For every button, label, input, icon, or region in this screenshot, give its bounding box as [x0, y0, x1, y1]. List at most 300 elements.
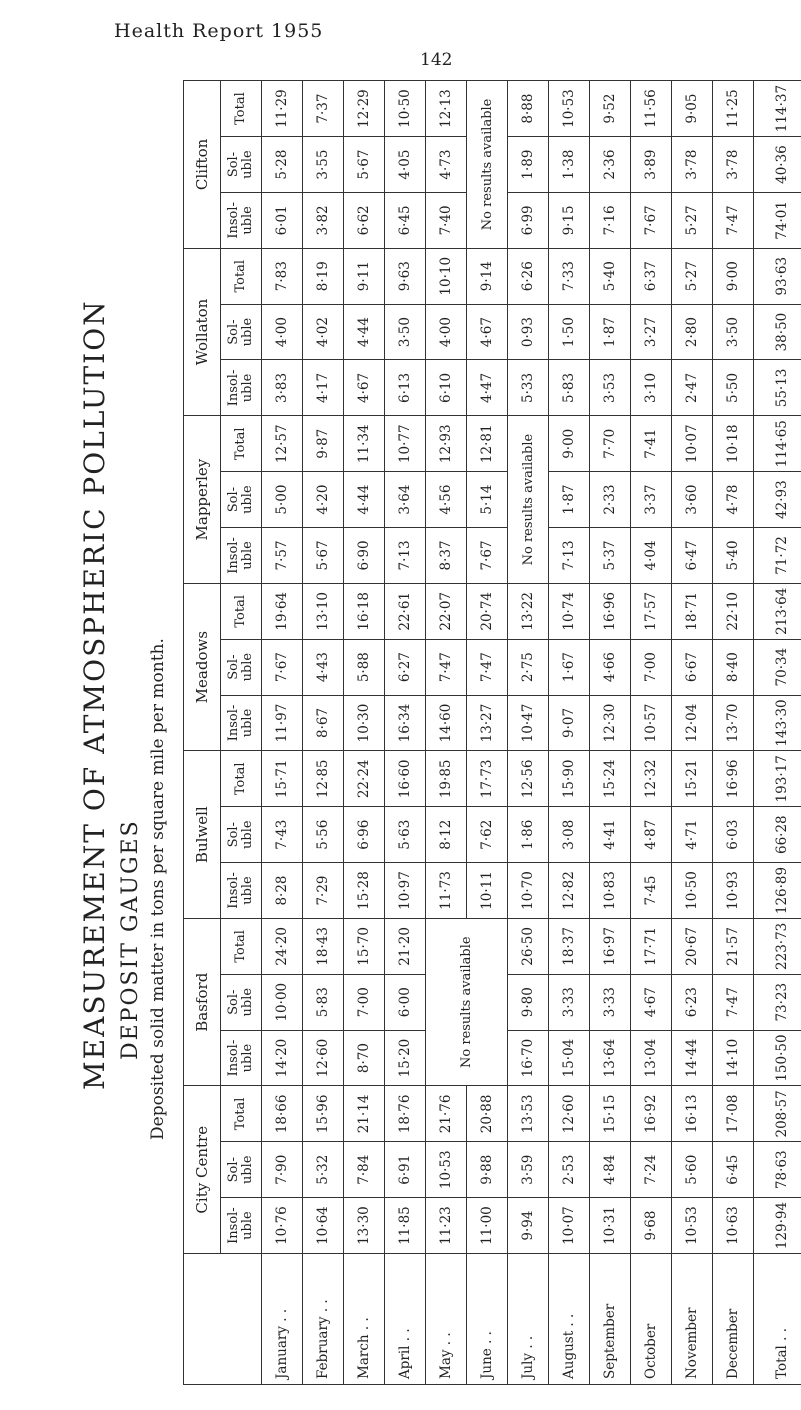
cell-meadows-soluble: 6·27 — [385, 639, 426, 695]
cell-wollaton-soluble: 4·00 — [262, 304, 303, 360]
column-header-total: Total — [221, 918, 262, 974]
cell-clifton-insoluble: 7·40 — [426, 192, 467, 248]
cell-basford-total: 15·70 — [344, 918, 385, 974]
cell-wollaton-soluble: 4·02 — [303, 304, 344, 360]
column-header-total: Total — [221, 1086, 262, 1142]
cell-bulwell-total: 15·71 — [262, 751, 303, 807]
cell-basford-insoluble: 14·20 — [262, 1030, 303, 1086]
cell-wollaton-total: 5·40 — [590, 248, 631, 304]
cell-meadows-insoluble: 10·57 — [631, 695, 672, 751]
cell-mapperley-soluble: 3·64 — [385, 472, 426, 528]
cell-clifton-insoluble: 6·99 — [508, 192, 549, 248]
table-row — [508, 81, 549, 1385]
cell-bulwell-soluble: 6·96 — [344, 807, 385, 863]
cell-clifton-soluble: 3·78 — [672, 137, 713, 193]
cell-basford-soluble: 3·33 — [549, 974, 590, 1030]
cell-mapperley-soluble: 3·37 — [631, 472, 672, 528]
column-header-insoluble: Insol- uble — [221, 695, 262, 751]
cell-basford-soluble: 7·00 — [344, 974, 385, 1030]
table-title: MEASUREMENT OF ATMOSPHERIC POLLUTION — [78, 299, 111, 1090]
cell-bulwell-soluble: 6·03 — [713, 807, 754, 863]
table-row — [713, 81, 754, 1385]
table-subtitle: DEPOSIT GAUGES — [118, 819, 143, 1060]
total-cell-clifton-total: 114·37 — [754, 81, 801, 137]
cell-mapperley-total: 10·18 — [713, 416, 754, 472]
cell-city-centre-insoluble: 10·07 — [549, 1198, 590, 1254]
month-label: October — [631, 1254, 672, 1385]
cell-bulwell-soluble: 4·41 — [590, 807, 631, 863]
cell-meadows-total: 22·07 — [426, 583, 467, 639]
cell-wollaton-soluble: 0·93 — [508, 304, 549, 360]
cell-meadows-insoluble: 8·67 — [303, 695, 344, 751]
cell-meadows-total: 16·18 — [344, 583, 385, 639]
cell-wollaton-total: 5·27 — [672, 248, 713, 304]
cell-bulwell-total: 19·85 — [426, 751, 467, 807]
cell-wollaton-total: 9·63 — [385, 248, 426, 304]
cell-city-centre-total: 18·66 — [262, 1086, 303, 1142]
cell-city-centre-soluble: 3·59 — [508, 1142, 549, 1198]
total-cell-bulwell-total: 193·17 — [754, 751, 801, 807]
cell-wollaton-insoluble: 6·13 — [385, 360, 426, 416]
cell-city-centre-total: 16·13 — [672, 1086, 713, 1142]
cell-mapperley-insoluble: 7·13 — [549, 528, 590, 584]
cell-city-centre-insoluble: 10·53 — [672, 1198, 713, 1254]
running-header: Health Report 1955 — [114, 20, 324, 42]
cell-city-centre-soluble: 4·84 — [590, 1142, 631, 1198]
cell-mapperley-soluble: 4·56 — [426, 472, 467, 528]
total-cell-meadows-total: 213·64 — [754, 583, 801, 639]
month-label: November — [672, 1254, 713, 1385]
cell-clifton-total: 7·37 — [303, 81, 344, 137]
total-cell-mapperley-insoluble: 71·72 — [754, 528, 801, 584]
cell-city-centre-insoluble: 11·00 — [467, 1198, 508, 1254]
cell-meadows-soluble: 4·66 — [590, 639, 631, 695]
cell-wollaton-soluble: 1·50 — [549, 304, 590, 360]
cell-city-centre-soluble: 6·91 — [385, 1142, 426, 1198]
cell-mapperley-total: 12·57 — [262, 416, 303, 472]
table-row — [385, 81, 426, 1385]
cell-wollaton-soluble: 3·27 — [631, 304, 672, 360]
total-cell-clifton-soluble: 40·36 — [754, 137, 801, 193]
cell-meadows-total: 22·10 — [713, 583, 754, 639]
column-header-soluble: Sol- uble — [221, 472, 262, 528]
cell-meadows-soluble: 7·00 — [631, 639, 672, 695]
cell-mapperley-soluble: 5·00 — [262, 472, 303, 528]
cell-city-centre-soluble: 5·32 — [303, 1142, 344, 1198]
total-cell-city-centre-total: 208·57 — [754, 1086, 801, 1142]
total-cell-city-centre-soluble: 78·63 — [754, 1142, 801, 1198]
month-label: February . . — [303, 1254, 344, 1385]
cell-meadows-total: 13·10 — [303, 583, 344, 639]
cell-basford-insoluble: 15·04 — [549, 1030, 590, 1086]
cell-city-centre-insoluble: 13·30 — [344, 1198, 385, 1254]
month-label: May . . — [426, 1254, 467, 1385]
cell-clifton-soluble: 1·89 — [508, 137, 549, 193]
cell-city-centre-insoluble: 10·31 — [590, 1198, 631, 1254]
cell-bulwell-soluble: 1·86 — [508, 807, 549, 863]
total-cell-wollaton-insoluble: 55·13 — [754, 360, 801, 416]
cell-basford-total: 21·57 — [713, 918, 754, 974]
table-row — [262, 81, 303, 1385]
cell-meadows-soluble: 7·47 — [467, 639, 508, 695]
cell-city-centre-total: 21·14 — [344, 1086, 385, 1142]
cell-bulwell-soluble: 5·63 — [385, 807, 426, 863]
cell-mapperley-total: 7·41 — [631, 416, 672, 472]
column-header-total: Total — [221, 583, 262, 639]
cell-city-centre-soluble: 5·60 — [672, 1142, 713, 1198]
cell-clifton-soluble: 3·89 — [631, 137, 672, 193]
subcolumn-header-row — [221, 81, 262, 1385]
cell-meadows-total: 22·61 — [385, 583, 426, 639]
cell-mapperley-total: 7·70 — [590, 416, 631, 472]
cell-basford-insoluble: 12·60 — [303, 1030, 344, 1086]
table-row — [672, 81, 713, 1385]
cell-meadows-insoluble: 10·47 — [508, 695, 549, 751]
cell-city-centre-soluble: 2·53 — [549, 1142, 590, 1198]
cell-clifton-total: 10·50 — [385, 81, 426, 137]
cell-mapperley-insoluble: 7·67 — [467, 528, 508, 584]
cell-wollaton-insoluble: 5·83 — [549, 360, 590, 416]
cell-wollaton-insoluble: 4·67 — [344, 360, 385, 416]
cell-mapperley-insoluble: 8·37 — [426, 528, 467, 584]
cell-meadows-insoluble: 13·70 — [713, 695, 754, 751]
cell-bulwell-total: 12·32 — [631, 751, 672, 807]
cell-city-centre-total: 17·08 — [713, 1086, 754, 1142]
cell-bulwell-soluble: 5·56 — [303, 807, 344, 863]
cell-mapperley-soluble: 4·20 — [303, 472, 344, 528]
site-header-wollaton: Wollaton — [184, 248, 221, 416]
cell-clifton-total: 8·88 — [508, 81, 549, 137]
column-header-total: Total — [221, 751, 262, 807]
cell-city-centre-total: 20·88 — [467, 1086, 508, 1142]
cell-meadows-total: 20·74 — [467, 583, 508, 639]
table-row — [467, 81, 508, 1385]
column-header-total: Total — [221, 248, 262, 304]
cell-clifton-insoluble: 7·16 — [590, 192, 631, 248]
cell-basford-soluble: 6·00 — [385, 974, 426, 1030]
column-header-soluble: Sol- uble — [221, 1142, 262, 1198]
cell-meadows-soluble: 5·88 — [344, 639, 385, 695]
cell-clifton-soluble: 4·05 — [385, 137, 426, 193]
cell-meadows-total: 16·96 — [590, 583, 631, 639]
cell-bulwell-total: 15·90 — [549, 751, 590, 807]
cell-wollaton-total: 7·33 — [549, 248, 590, 304]
cell-meadows-total: 17·57 — [631, 583, 672, 639]
cell-clifton-soluble: 5·67 — [344, 137, 385, 193]
total-cell-mapperley-total: 114·65 — [754, 416, 801, 472]
cell-mapperley-total: 12·81 — [467, 416, 508, 472]
cell-basford-insoluble: 8·70 — [344, 1030, 385, 1086]
cell-basford-soluble: 9·80 — [508, 974, 549, 1030]
cell-city-centre-insoluble: 9·94 — [508, 1198, 549, 1254]
cell-mapperley-insoluble: 5·67 — [303, 528, 344, 584]
total-cell-basford-total: 223·73 — [754, 918, 801, 974]
cell-city-centre-total: 12·60 — [549, 1086, 590, 1142]
column-header-insoluble: Insol- uble — [221, 1030, 262, 1086]
cell-bulwell-total: 22·24 — [344, 751, 385, 807]
month-label: April . . — [385, 1254, 426, 1385]
cell-basford-total: 18·37 — [549, 918, 590, 974]
total-cell-basford-insoluble: 150·50 — [754, 1030, 801, 1086]
cell-bulwell-insoluble: 7·29 — [303, 863, 344, 919]
cell-bulwell-insoluble: 10·11 — [467, 863, 508, 919]
cell-meadows-soluble: 7·67 — [262, 639, 303, 695]
cell-bulwell-soluble: 8·12 — [426, 807, 467, 863]
cell-basford-soluble: 5·83 — [303, 974, 344, 1030]
cell-basford-soluble: 10·00 — [262, 974, 303, 1030]
cell-wollaton-soluble: 3·50 — [385, 304, 426, 360]
month-label: December — [713, 1254, 754, 1385]
cell-wollaton-total: 6·37 — [631, 248, 672, 304]
month-label: August . . — [549, 1254, 590, 1385]
cell-bulwell-insoluble: 10·97 — [385, 863, 426, 919]
no-results-note: No results available — [426, 918, 508, 1086]
cell-meadows-insoluble: 10·30 — [344, 695, 385, 751]
cell-mapperley-soluble: 4·78 — [713, 472, 754, 528]
cell-bulwell-total: 15·24 — [590, 751, 631, 807]
cell-bulwell-insoluble: 10·83 — [590, 863, 631, 919]
cell-mapperley-soluble: 1·87 — [549, 472, 590, 528]
cell-clifton-total: 12·29 — [344, 81, 385, 137]
cell-basford-insoluble: 14·10 — [713, 1030, 754, 1086]
column-header-soluble: Sol- uble — [221, 807, 262, 863]
cell-wollaton-insoluble: 3·83 — [262, 360, 303, 416]
cell-wollaton-total: 9·14 — [467, 248, 508, 304]
cell-mapperley-total: 10·07 — [672, 416, 713, 472]
cell-wollaton-total: 9·11 — [344, 248, 385, 304]
cell-bulwell-insoluble: 7·45 — [631, 863, 672, 919]
cell-city-centre-total: 21·76 — [426, 1086, 467, 1142]
total-cell-bulwell-insoluble: 126·89 — [754, 863, 801, 919]
column-header-insoluble: Insol- uble — [221, 360, 262, 416]
cell-wollaton-insoluble: 4·47 — [467, 360, 508, 416]
cell-meadows-soluble: 7·47 — [426, 639, 467, 695]
cell-mapperley-soluble: 2·33 — [590, 472, 631, 528]
cell-clifton-insoluble: 7·47 — [713, 192, 754, 248]
table-row — [303, 81, 344, 1385]
deposit-gauges-table — [183, 80, 788, 1385]
month-label: July . . — [508, 1254, 549, 1385]
site-header-bulwell: Bulwell — [184, 751, 221, 919]
cell-wollaton-insoluble: 5·33 — [508, 360, 549, 416]
cell-meadows-soluble: 6·67 — [672, 639, 713, 695]
cell-wollaton-total: 7·83 — [262, 248, 303, 304]
total-cell-clifton-insoluble: 74·01 — [754, 192, 801, 248]
month-label: June . . — [467, 1254, 508, 1385]
cell-mapperley-soluble: 5·14 — [467, 472, 508, 528]
cell-city-centre-insoluble: 10·76 — [262, 1198, 303, 1254]
total-cell-meadows-soluble: 70·34 — [754, 639, 801, 695]
cell-clifton-total: 9·05 — [672, 81, 713, 137]
column-header-total: Total — [221, 81, 262, 137]
cell-clifton-total: 9·52 — [590, 81, 631, 137]
cell-mapperley-insoluble: 5·37 — [590, 528, 631, 584]
column-header-soluble: Sol- uble — [221, 137, 262, 193]
cell-wollaton-soluble: 4·44 — [344, 304, 385, 360]
cell-basford-total: 18·43 — [303, 918, 344, 974]
column-header-insoluble: Insol- uble — [221, 192, 262, 248]
total-cell-meadows-insoluble: 143·30 — [754, 695, 801, 751]
cell-meadows-insoluble: 12·04 — [672, 695, 713, 751]
cell-basford-insoluble: 16·70 — [508, 1030, 549, 1086]
cell-bulwell-soluble: 4·87 — [631, 807, 672, 863]
cell-bulwell-insoluble: 10·70 — [508, 863, 549, 919]
cell-bulwell-insoluble: 8·28 — [262, 863, 303, 919]
month-label: March . . — [344, 1254, 385, 1385]
cell-meadows-total: 18·71 — [672, 583, 713, 639]
table-row — [631, 81, 672, 1385]
cell-basford-soluble: 4·67 — [631, 974, 672, 1030]
cell-meadows-total: 13·22 — [508, 583, 549, 639]
cell-mapperley-insoluble: 7·13 — [385, 528, 426, 584]
cell-basford-insoluble: 14·44 — [672, 1030, 713, 1086]
cell-meadows-insoluble: 16·34 — [385, 695, 426, 751]
cell-clifton-soluble: 2·36 — [590, 137, 631, 193]
cell-basford-total: 17·71 — [631, 918, 672, 974]
site-header-city-centre: City Centre — [184, 1086, 221, 1254]
cell-wollaton-total: 8·19 — [303, 248, 344, 304]
table-row — [344, 81, 385, 1385]
cell-city-centre-insoluble: 11·85 — [385, 1198, 426, 1254]
cell-basford-insoluble: 13·04 — [631, 1030, 672, 1086]
cell-meadows-insoluble: 14·60 — [426, 695, 467, 751]
column-header-soluble: Sol- uble — [221, 304, 262, 360]
cell-city-centre-total: 16·92 — [631, 1086, 672, 1142]
total-cell-city-centre-insoluble: 129·94 — [754, 1198, 801, 1254]
cell-meadows-soluble: 2·75 — [508, 639, 549, 695]
cell-clifton-insoluble: 6·62 — [344, 192, 385, 248]
cell-wollaton-insoluble: 5·50 — [713, 360, 754, 416]
cell-mapperley-insoluble: 5·40 — [713, 528, 754, 584]
cell-city-centre-soluble: 7·24 — [631, 1142, 672, 1198]
cell-wollaton-total: 10·10 — [426, 248, 467, 304]
cell-city-centre-soluble: 6·45 — [713, 1142, 754, 1198]
cell-wollaton-insoluble: 3·10 — [631, 360, 672, 416]
cell-city-centre-insoluble: 10·63 — [713, 1198, 754, 1254]
total-label: Total . . — [754, 1254, 801, 1385]
cell-bulwell-insoluble: 10·50 — [672, 863, 713, 919]
cell-bulwell-total: 16·60 — [385, 751, 426, 807]
cell-basford-soluble: 3·33 — [590, 974, 631, 1030]
cell-wollaton-soluble: 2·80 — [672, 304, 713, 360]
table-row — [549, 81, 590, 1385]
cell-basford-total: 21·20 — [385, 918, 426, 974]
cell-city-centre-total: 15·15 — [590, 1086, 631, 1142]
cell-mapperley-total: 10·77 — [385, 416, 426, 472]
cell-clifton-total: 10·53 — [549, 81, 590, 137]
month-column-header — [184, 1254, 262, 1385]
cell-wollaton-soluble: 3·50 — [713, 304, 754, 360]
cell-basford-insoluble: 13·64 — [590, 1030, 631, 1086]
column-header-insoluble: Insol- uble — [221, 863, 262, 919]
cell-mapperley-insoluble: 6·90 — [344, 528, 385, 584]
cell-mapperley-soluble: 3·60 — [672, 472, 713, 528]
cell-basford-total: 20·67 — [672, 918, 713, 974]
site-header-mapperley: Mapperley — [184, 416, 221, 584]
cell-clifton-insoluble: 7·67 — [631, 192, 672, 248]
cell-wollaton-total: 6·26 — [508, 248, 549, 304]
cell-bulwell-soluble: 7·62 — [467, 807, 508, 863]
cell-clifton-total: 11·29 — [262, 81, 303, 137]
cell-clifton-soluble: 4·73 — [426, 137, 467, 193]
cell-wollaton-insoluble: 2·47 — [672, 360, 713, 416]
cell-mapperley-total: 11·34 — [344, 416, 385, 472]
cell-meadows-insoluble: 12·30 — [590, 695, 631, 751]
cell-basford-total: 26·50 — [508, 918, 549, 974]
site-header-meadows: Meadows — [184, 583, 221, 751]
cell-meadows-insoluble: 13·27 — [467, 695, 508, 751]
cell-meadows-soluble: 8·40 — [713, 639, 754, 695]
cell-city-centre-soluble: 10·53 — [426, 1142, 467, 1198]
no-results-note: No results available — [508, 416, 549, 584]
cell-wollaton-insoluble: 4·17 — [303, 360, 344, 416]
cell-clifton-soluble: 5·28 — [262, 137, 303, 193]
site-header-row — [184, 81, 221, 1385]
cell-basford-soluble: 7·47 — [713, 974, 754, 1030]
cell-city-centre-soluble: 7·84 — [344, 1142, 385, 1198]
cell-mapperley-insoluble: 6·47 — [672, 528, 713, 584]
cell-clifton-total: 11·56 — [631, 81, 672, 137]
cell-clifton-soluble: 3·55 — [303, 137, 344, 193]
cell-bulwell-total: 12·56 — [508, 751, 549, 807]
cell-mapperley-total: 9·87 — [303, 416, 344, 472]
table-description: Deposited solid matter in tons per square mile per month. — [148, 638, 168, 1140]
cell-bulwell-soluble: 7·43 — [262, 807, 303, 863]
cell-mapperley-total: 9·00 — [549, 416, 590, 472]
cell-clifton-insoluble: 5·27 — [672, 192, 713, 248]
cell-bulwell-total: 17·73 — [467, 751, 508, 807]
table-row — [426, 81, 467, 1385]
column-header-soluble: Sol- uble — [221, 974, 262, 1030]
table-row — [590, 81, 631, 1385]
cell-city-centre-soluble: 7·90 — [262, 1142, 303, 1198]
cell-city-centre-total: 18·76 — [385, 1086, 426, 1142]
column-header-insoluble: Insol- uble — [221, 528, 262, 584]
data-table — [183, 80, 801, 1385]
cell-mapperley-soluble: 4·44 — [344, 472, 385, 528]
cell-clifton-insoluble: 3·82 — [303, 192, 344, 248]
site-header-basford: Basford — [184, 918, 221, 1086]
cell-meadows-insoluble: 11·97 — [262, 695, 303, 751]
cell-city-centre-insoluble: 11·23 — [426, 1198, 467, 1254]
cell-mapperley-insoluble: 4·04 — [631, 528, 672, 584]
cell-city-centre-total: 15·96 — [303, 1086, 344, 1142]
no-results-note: No results available — [467, 81, 508, 249]
cell-basford-total: 16·97 — [590, 918, 631, 974]
cell-mapperley-insoluble: 7·57 — [262, 528, 303, 584]
cell-clifton-total: 11·25 — [713, 81, 754, 137]
cell-wollaton-insoluble: 3·53 — [590, 360, 631, 416]
cell-city-centre-soluble: 9·88 — [467, 1142, 508, 1198]
cell-bulwell-total: 15·21 — [672, 751, 713, 807]
month-label: January . . — [262, 1254, 303, 1385]
cell-meadows-total: 10·74 — [549, 583, 590, 639]
total-row — [754, 81, 801, 1385]
cell-basford-soluble: 6·23 — [672, 974, 713, 1030]
cell-clifton-insoluble: 6·45 — [385, 192, 426, 248]
cell-mapperley-total: 12·93 — [426, 416, 467, 472]
cell-city-centre-insoluble: 10·64 — [303, 1198, 344, 1254]
column-header-total: Total — [221, 416, 262, 472]
page-number: 142 — [420, 50, 453, 70]
cell-bulwell-insoluble: 12·82 — [549, 863, 590, 919]
cell-meadows-soluble: 1·67 — [549, 639, 590, 695]
column-header-soluble: Sol- uble — [221, 639, 262, 695]
cell-meadows-insoluble: 9·07 — [549, 695, 590, 751]
cell-meadows-total: 19·64 — [262, 583, 303, 639]
cell-clifton-soluble: 1·38 — [549, 137, 590, 193]
cell-bulwell-soluble: 4·71 — [672, 807, 713, 863]
